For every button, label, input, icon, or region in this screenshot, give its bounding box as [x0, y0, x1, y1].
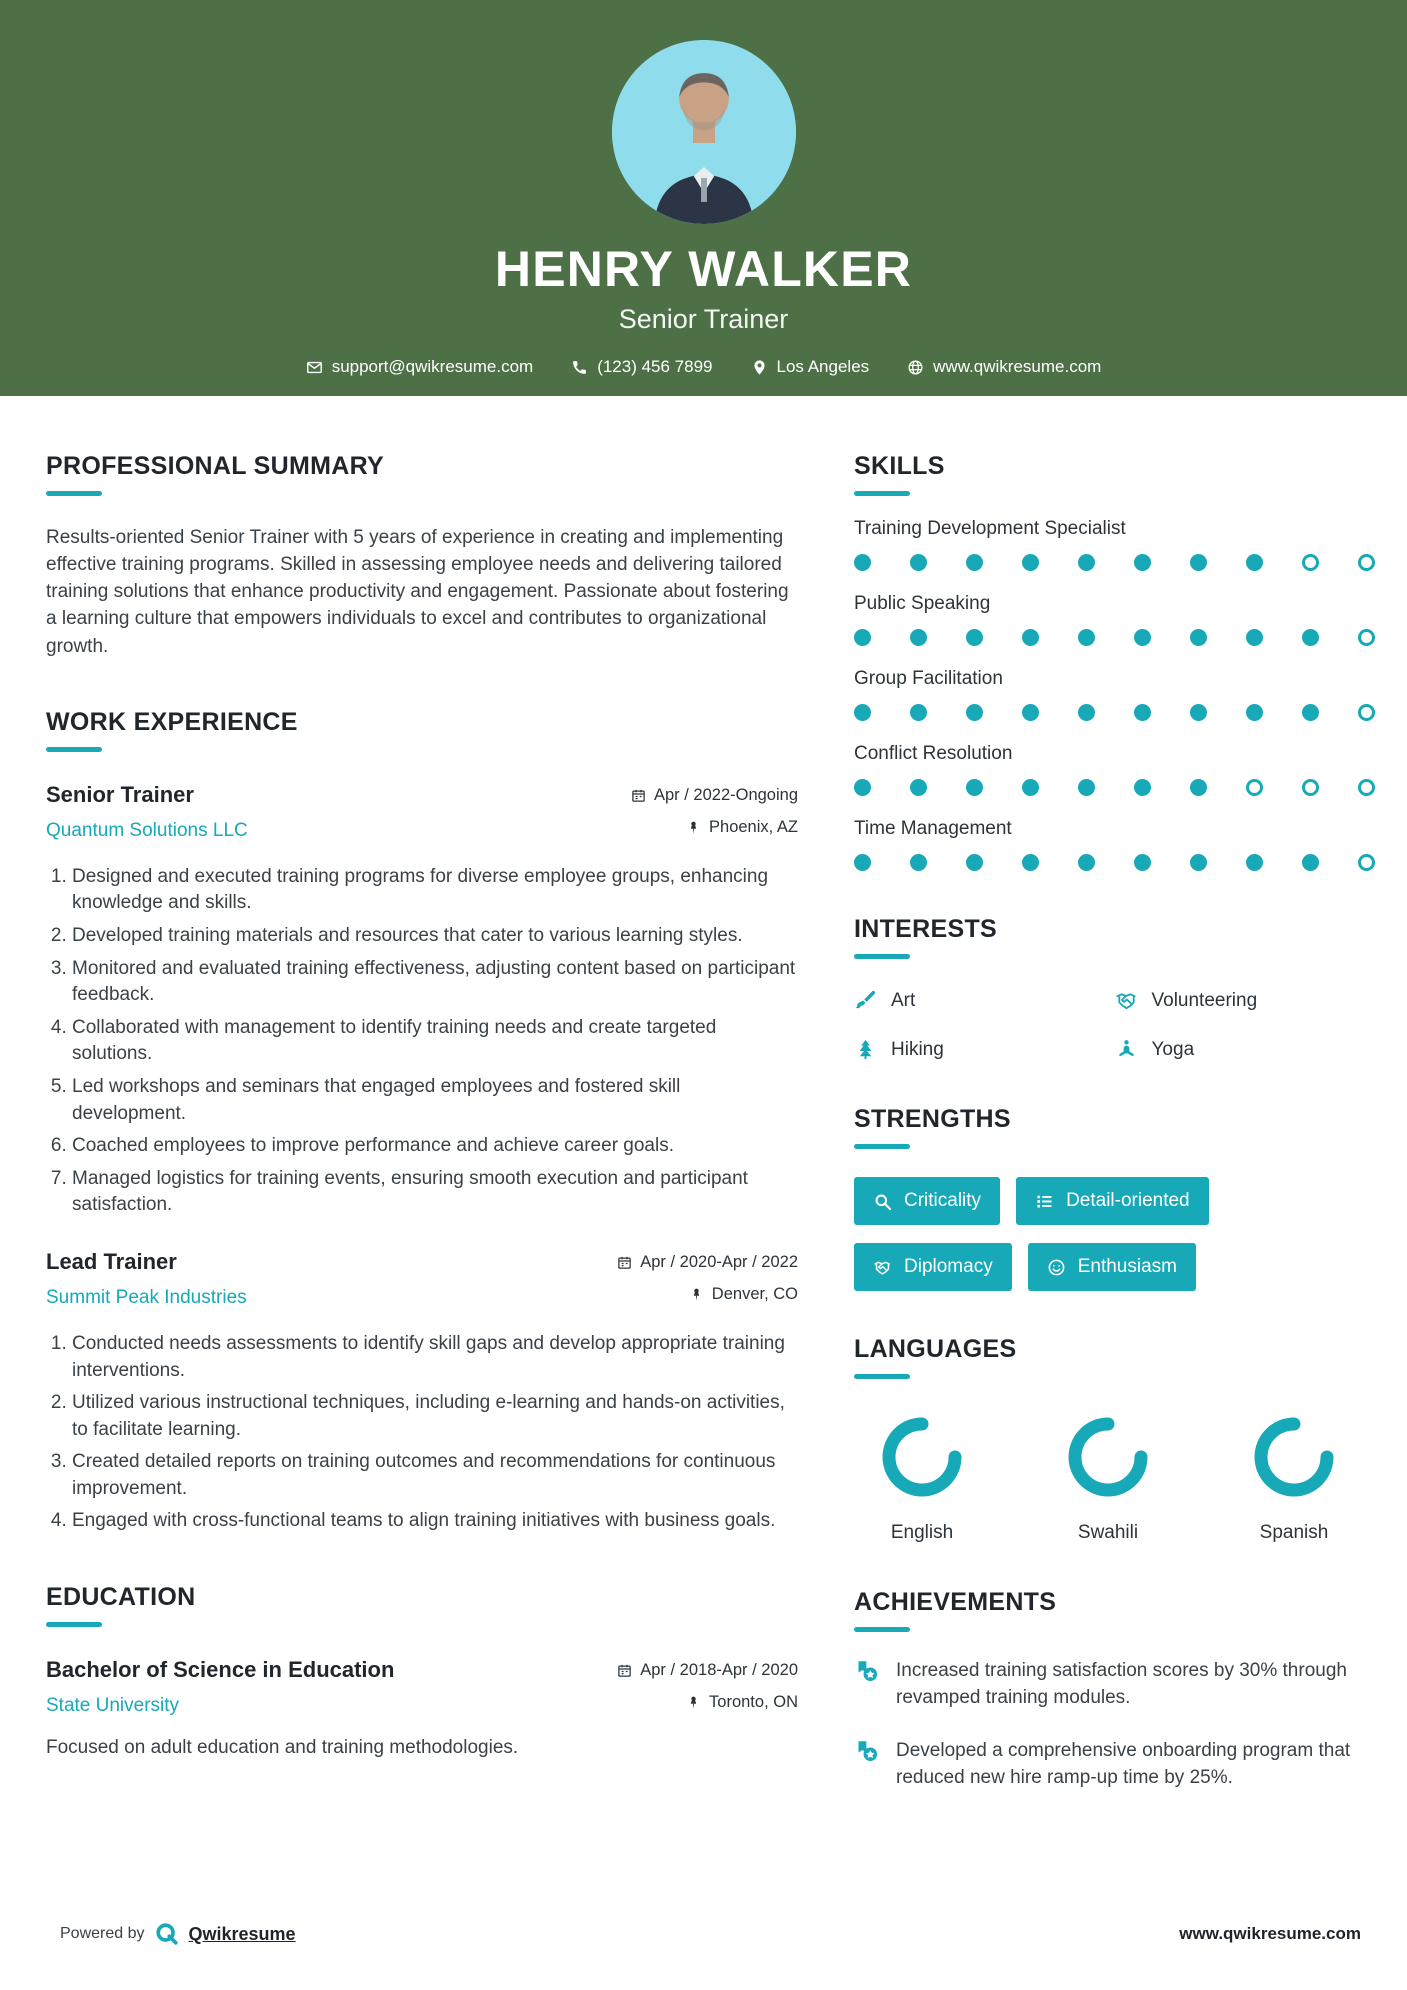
skills-heading: SKILLS [854, 452, 945, 480]
handshake-icon [1115, 989, 1138, 1012]
job-title: Senior Trainer [46, 781, 194, 807]
rating-dot-filled [966, 704, 983, 721]
language-donut [1226, 1415, 1362, 1504]
rating-dot-filled [1022, 554, 1039, 571]
contact-item [306, 357, 534, 377]
rating-dot-empty [1358, 554, 1375, 571]
language-item [854, 1415, 990, 1544]
skill-rating [854, 854, 1375, 871]
education-heading: EDUCATION [46, 1583, 196, 1612]
rating-dot-filled [1246, 629, 1263, 646]
job-meta [617, 1249, 798, 1304]
rating-dot-filled [1022, 854, 1039, 871]
job-bullet: 2. Utilized various instructional techniques, including e-learning and hands-on activities, to facilitate learning. [72, 1390, 798, 1443]
job-bullet: 3. Monitored and evaluated training effectiveness, adjusting content based on participant feedback. [72, 956, 798, 1009]
meta-text: Phoenix, AZ [709, 817, 798, 836]
contact-item [751, 357, 870, 377]
contact-text: (123) 456 7899 [597, 357, 713, 376]
rating-dot-filled [1134, 629, 1151, 646]
skill-name: Group Facilitation [854, 668, 1003, 689]
heading-underline [854, 1144, 910, 1149]
interest-item [1115, 989, 1376, 1012]
profile-photo [612, 40, 796, 224]
contact-row [0, 357, 1407, 377]
heading-underline [854, 491, 910, 496]
language-label: Swahili [1077, 1522, 1139, 1543]
paintbrush-icon [854, 989, 877, 1012]
meta-text: Denver, CO [711, 1284, 798, 1303]
achievements-heading: ACHIEVEMENTS [854, 1588, 1057, 1616]
contact-text: support@qwikresume.com [331, 357, 534, 376]
language-donut [1040, 1415, 1176, 1504]
education-note: Focused on adult education and training methodologies. [46, 1737, 519, 1759]
rating-dot-filled [1190, 554, 1207, 571]
rating-dot-empty [1358, 854, 1375, 871]
education-location [617, 1693, 798, 1712]
rating-dot-filled [854, 554, 871, 571]
job-bullet: 3. Created detailed reports on training outcomes and recommendations for continuous improvement. [72, 1449, 798, 1502]
skill-name: Conflict Resolution [854, 743, 1013, 764]
calendar-icon [617, 1255, 632, 1270]
rating-dot-filled [1190, 629, 1207, 646]
rating-dot-filled [854, 704, 871, 721]
interests-section [854, 915, 1375, 1061]
language-item [1040, 1415, 1176, 1544]
interest-label: Yoga [1151, 1038, 1195, 1060]
job-bullet: 4. Collaborated with management to identify training needs and create targeted solutions. [72, 1015, 798, 1068]
language-item [1226, 1415, 1362, 1544]
skill-name: Training Development Specialist [854, 518, 1126, 539]
strengths-section [854, 1105, 1375, 1291]
degree-title: Bachelor of Science in Education [46, 1657, 395, 1683]
rating-dot-filled [1190, 779, 1207, 796]
heading-underline [854, 954, 910, 959]
strength-label: Detail-oriented [1066, 1190, 1190, 1211]
rating-dot-filled [1134, 854, 1151, 871]
job-bullet: 5. Led workshops and seminars that engaged employees and fostered skill development. [72, 1074, 798, 1127]
rating-dot-filled [1022, 779, 1039, 796]
education-meta [617, 1657, 798, 1712]
rating-dot-empty [1358, 704, 1375, 721]
pine-tree-icon [854, 1038, 877, 1061]
pushpin-icon [686, 820, 701, 835]
achievement-text: Developed a comprehensive onboarding program that reduced new hire ramp-up time by 25%. [896, 1739, 1351, 1788]
meta-text: Apr / 2018-Apr / 2020 [640, 1661, 798, 1680]
achievements-section [854, 1588, 1375, 1792]
heading-underline [854, 1374, 910, 1379]
heading-underline [46, 1622, 102, 1627]
rating-dot-filled [910, 704, 927, 721]
interest-label: Hiking [891, 1038, 944, 1060]
company-name: Quantum Solutions LLC [46, 819, 248, 841]
company-name: Summit Peak Industries [46, 1286, 247, 1308]
globe-icon [907, 359, 924, 376]
strengths-list [854, 1177, 1274, 1291]
interests-grid [854, 989, 1375, 1061]
rating-dot-filled [1246, 554, 1263, 571]
job-bullet: 7. Managed logistics for training events, ensuring smooth execution and participant satisfaction. [72, 1166, 798, 1219]
candidate-name: HENRY WALKER [494, 241, 913, 297]
strength-chip [854, 1243, 1012, 1291]
school-name: State University [46, 1695, 180, 1717]
languages-heading: LANGUAGES [854, 1335, 1017, 1363]
job-dates [617, 1253, 798, 1272]
interest-label: Art [891, 989, 916, 1011]
job-meta [631, 782, 798, 837]
job-header-left [46, 782, 248, 842]
meta-text: Apr / 2022-Ongoing [653, 785, 798, 804]
location-icon [751, 359, 768, 376]
qwikresume-logo-icon [155, 1922, 179, 1946]
rating-dot-filled [1302, 629, 1319, 646]
skill-rating [854, 779, 1375, 796]
contact-text: Los Angeles [776, 357, 870, 376]
strength-chip [1016, 1177, 1209, 1225]
rating-dot-filled [966, 854, 983, 871]
email-icon [306, 359, 323, 376]
rating-dot-filled [910, 629, 927, 646]
job-dates [631, 786, 798, 805]
rating-dot-filled [1022, 704, 1039, 721]
education-section [46, 1583, 798, 1759]
skill-item [854, 668, 1375, 721]
jobs-list [46, 782, 798, 1535]
rating-dot-filled [910, 854, 927, 871]
contact-item [571, 357, 712, 377]
pushpin-icon [686, 1695, 701, 1710]
rating-dot-empty [1302, 779, 1319, 796]
meta-text: Apr / 2020-Apr / 2022 [640, 1252, 798, 1271]
skill-name: Public Speaking [854, 593, 991, 614]
rating-dot-filled [1134, 779, 1151, 796]
job-bullets [46, 1331, 798, 1535]
rating-dot-filled [1246, 704, 1263, 721]
strength-chip [1028, 1243, 1196, 1291]
language-label: Spanish [1259, 1522, 1329, 1543]
work-experience-heading: WORK EXPERIENCE [46, 707, 298, 736]
calendar-icon [617, 1663, 632, 1678]
skill-item [854, 818, 1375, 871]
job-bullets [46, 864, 798, 1219]
resume-header [0, 0, 1407, 396]
meta-text: Toronto, ON [709, 1693, 798, 1712]
rating-dot-filled [1078, 779, 1095, 796]
achievement-item [854, 1738, 1375, 1792]
skill-name: Time Management [854, 818, 1012, 839]
education-header [46, 1657, 798, 1717]
strengths-heading: STRENGTHS [854, 1105, 1011, 1133]
language-label: English [890, 1522, 954, 1543]
languages-section [854, 1335, 1375, 1544]
achievement-item [854, 1658, 1375, 1712]
job-title: Lead Trainer [46, 1248, 177, 1274]
footer-website: www.qwikresume.com [1179, 1924, 1361, 1943]
education-entry [46, 1657, 798, 1759]
smiley-icon [1047, 1258, 1066, 1277]
skill-item [854, 743, 1375, 796]
heading-underline [46, 747, 102, 752]
rating-dot-filled [1190, 854, 1207, 871]
rating-dot-filled [1190, 704, 1207, 721]
rating-dot-filled [854, 854, 871, 871]
rating-dot-filled [966, 629, 983, 646]
job-bullet: 6. Coached employees to improve performance and achieve career goals. [72, 1133, 798, 1160]
interest-item [854, 989, 1115, 1012]
powered-by [60, 1922, 296, 1946]
magnifier-icon [873, 1192, 892, 1211]
interest-item [854, 1038, 1115, 1061]
language-donut [854, 1415, 990, 1504]
rating-dot-empty [1246, 779, 1263, 796]
job-entry [46, 782, 798, 1219]
job-header [46, 1249, 798, 1309]
phone-icon [571, 359, 588, 376]
pushpin-icon [689, 1287, 704, 1302]
job-location [617, 1285, 798, 1304]
heading-underline [46, 491, 102, 496]
achievement-text: Increased training satisfaction scores by 30% through revamped training modules. [896, 1660, 1347, 1708]
skill-item [854, 518, 1375, 571]
rating-dot-filled [910, 554, 927, 571]
rating-dot-empty [1358, 629, 1375, 646]
contact-text: www.qwikresume.com [933, 357, 1102, 376]
rating-dot-filled [1022, 629, 1039, 646]
rating-dot-filled [966, 554, 983, 571]
right-column [854, 452, 1375, 1792]
languages-list [854, 1415, 1375, 1544]
strength-label: Criticality [904, 1190, 982, 1211]
rating-dot-filled [1078, 554, 1095, 571]
skill-rating [854, 554, 1375, 571]
rating-dot-filled [1134, 704, 1151, 721]
job-bullet: 4. Engaged with cross-functional teams to align training initiatives with business goals. [72, 1508, 798, 1535]
job-header-left [46, 1249, 247, 1309]
list-icon [1035, 1192, 1054, 1211]
award-ribbon-icon [854, 1739, 881, 1766]
interest-item [1115, 1038, 1376, 1061]
skill-rating [854, 629, 1375, 646]
education-header-left [46, 1657, 394, 1717]
yoga-icon [1115, 1038, 1138, 1061]
rating-dot-filled [1302, 704, 1319, 721]
skill-rating [854, 704, 1375, 721]
job-bullet: 1. Designed and executed training programs for diverse employee groups, enhancing knowledge and skills. [72, 864, 798, 917]
education-dates [617, 1661, 798, 1680]
rating-dot-filled [854, 779, 871, 796]
interests-heading: INTERESTS [854, 915, 997, 943]
work-experience-section [46, 708, 798, 1535]
job-header [46, 782, 798, 842]
calendar-icon [631, 788, 646, 803]
profile-photo-image [612, 40, 796, 224]
achievements-list [854, 1658, 1375, 1792]
contact-item [907, 357, 1101, 377]
page-footer [60, 1922, 1361, 1946]
skill-item [854, 593, 1375, 646]
rating-dot-filled [854, 629, 871, 646]
summary-heading: PROFESSIONAL SUMMARY [46, 452, 384, 480]
award-ribbon-icon [854, 1659, 881, 1686]
skills-section [854, 452, 1375, 871]
rating-dot-filled [966, 779, 983, 796]
job-entry [46, 1249, 798, 1535]
strength-label: Enthusiasm [1077, 1256, 1177, 1277]
strength-label: Diplomacy [904, 1256, 993, 1277]
rating-dot-filled [1078, 629, 1095, 646]
heading-underline [854, 1627, 910, 1632]
strength-chip [854, 1177, 1000, 1225]
rating-dot-filled [910, 779, 927, 796]
job-location [631, 818, 798, 837]
summary-text: Results-oriented Senior Trainer with 5 years of experience in creating and implementing effective training programs. Skilled in assessing employee needs and delivering tailored training solutions that enhance productivity and engagement. Passionate about fostering a learning culture that empowers individuals to excel and contributes to organizational growth. [46, 527, 789, 657]
summary-section [46, 452, 798, 660]
rating-dot-filled [1078, 704, 1095, 721]
qwikresume-brand-link[interactable]: Qwikresume [188, 1923, 296, 1944]
job-bullet: 2. Developed training materials and resources that cater to various learning styles. [72, 923, 798, 950]
left-column [46, 452, 798, 1792]
rating-dot-filled [1302, 854, 1319, 871]
handshake-icon [873, 1258, 892, 1277]
rating-dot-empty [1358, 779, 1375, 796]
interest-label: Volunteering [1151, 989, 1258, 1011]
job-bullet: 1. Conducted needs assessments to identify skill gaps and develop appropriate training interventions. [72, 1331, 798, 1384]
rating-dot-filled [1134, 554, 1151, 571]
rating-dot-empty [1302, 554, 1319, 571]
body-columns [0, 396, 1407, 1792]
powered-by-label: Powered by [60, 1925, 145, 1942]
rating-dot-filled [1078, 854, 1095, 871]
skills-list [854, 518, 1375, 871]
candidate-title: Senior Trainer [618, 304, 789, 334]
rating-dot-filled [1246, 854, 1263, 871]
